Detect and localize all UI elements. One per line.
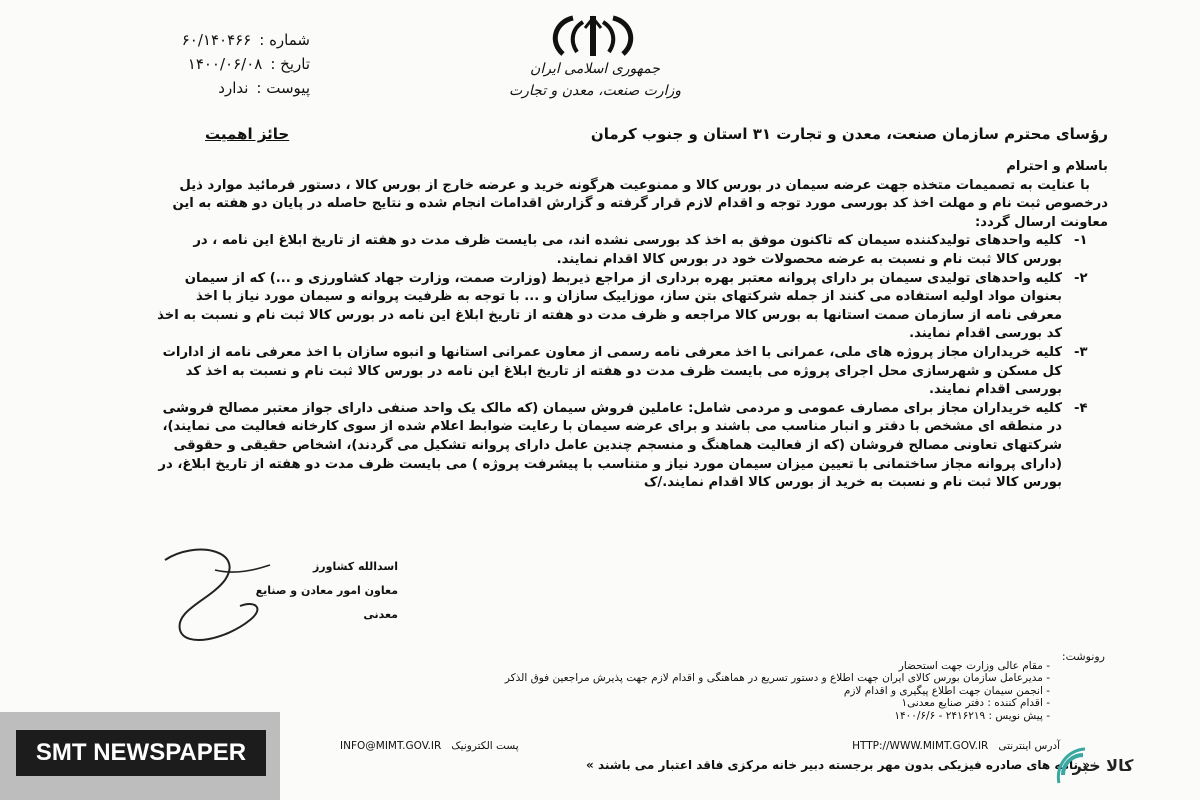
cc-line: - مقام عالی وزارت جهت استحضار [898,660,1050,672]
greeting: باسلام و احترام [1006,159,1108,174]
item-text: کلیه خریداران مجاز برای مصارف عمومی و مردمی شامل: عاملین فروش سیمان (که مالک یک واحد صنفی دارای جواز معتبر مصالح فروشی در منطقه ای مشخص با دفتر و انبار مناسب می باشند و برای عرضه سیمان با رعایت ضوابط اعلام شده از سوی کارخانه فعالیت می نمایند)، شرکتهای تعاونی مصالح فروشان (که از فعالیت هماهنگ و منسجم چندین عامل دارای پروانه تشکیل می گردند)، اشخاص حقیقی و حقوقی (دارای پروانه مجاز ساختمانی با تعیین میزان سیمان مورد نیاز و متناسب با پیشرفت پروژه ) می بایست ظرف مدت دو هفته از تاریخ ابلاغ، در بورس کالا ثبت نام و نسبت به خرید از بورس کالا اقدام نمایند./ک [158,400,1062,491]
signer-name: اسدالله کشاورز [312,560,398,573]
date-value: ۱۴۰۰/۰۶/۰۸ [187,55,263,73]
priority-label: حائز اهمیت [205,125,290,143]
item-text: کلیه واحدهای تولیدکننده سیمان که تاکنون موفق به اخذ کد بورسی نشده اند، می بایست ظرف مدت دو هفته از تاریخ ابلاغ این نامه ، در بورس کالا ثبت نام و نسبت به عرضه محصولات خود در بورس کالا اقدام نمایند. [193,233,1062,267]
logo-text: کالا خبر [1072,756,1134,775]
attachment-value: ندارد [218,79,249,97]
iran-emblem-icon [545,14,641,58]
cc-line: - انجمن سیمان جهت اطلاع پیگیری و اقدام لازم [843,684,1050,697]
footer-website: HTTP://WWW.MIMT.GOV.IR آدرس اینترنتی [852,740,1060,752]
date-label: تاریخ : [270,55,310,73]
watermark-label: SMT NEWSPAPER [16,730,266,776]
number-label: شماره : [259,31,310,49]
ministry-name: وزارت صنعت، معدن و تجارت [508,83,682,99]
item-text: کلیه خریداران مجاز پروژه های ملی، عمرانی با اخذ معرفی نامه رسمی از معاون عمرانی استانها و انبوه سازان با اخذ معرفی نامه از ادارات کل مسکن و شهرسازی محل اجرای پروژه می بایست ظرف مدت دو هفته از تاریخ ابلاغ این نامه در بورس کالا ثبت نام و نسبت به اخذ کد بورسی اقدام نمایند. [162,344,1062,398]
recipient: رؤسای محترم سازمان صنعت، معدن و تجارت ۳۱ استان و جنوب کرمان [590,125,1108,143]
republic-name: جمهوری اسلامی ایران [530,61,660,77]
cc-line: - پیش نویس : ۲۴۱۶۲۱۹ - ۱۴۰۰/۶/۶ [894,709,1050,722]
list-item [150,270,1108,344]
item-text: کلیه واحدهای تولیدی سیمان بر دارای پروانه معتبر بهره برداری از مراجع ذیربط (وزارت صمت، وزارت جهاد کشاورزی و ...) که از سیمان بعنوان مواد اولیه استفاده می کنند از جمله شرکتهای بتن ساز، موزاییک سازان و ... با توجه به ظرفیت پروانه و سیمان مورد نیاز با اخذ معرفی نامه از سازمان صمت استانها به بورس کالا مراجعه و ظرف مدت دو هفته از تاریخ ابلاغ این نامه در بورس کالا ثبت نام و نسبت به اخذ کد بورسی اقدام نمایند. [157,270,1062,342]
cc-label: رونوشت: [1061,650,1105,663]
letterhead [470,58,720,102]
item-number: ۲- [1074,270,1088,286]
list-item [150,400,1108,493]
footer-note: « نامه های صادره فیزیکی بدون مهر برجسته دبیر خانه مرکزی فاقد اعتبار می باشند » [586,758,1090,772]
item-number: ۱- [1074,233,1088,249]
list-item [150,232,1108,269]
letter-body [150,158,1108,493]
footer-contacts [340,740,1060,752]
item-number: ۴- [1074,400,1088,416]
cc-list [260,660,1050,722]
list-item [150,344,1108,400]
signer-block [248,555,398,627]
kala-khabar-logo-icon [1055,745,1145,797]
footer-email: INFO@MIMT.GOV.IR پست الکترونیک [340,740,519,752]
intro-paragraph: با عنایت به تصمیمات متخذه جهت عرضه سیمان در بورس کالا و ممنوعیت هرگونه خرید و عرضه خارج از بورس کالا ، دستور فرمائید موارد ذیل درخصوص ثبت نام و مهلت اخذ کد بورسی مورد توجه و اقدام لازم قرار گرفته و گزارش اقدامات انجام شده و نتایج حاصله در پایان دو هفته به این معاونت ارسال گردد: [172,177,1108,230]
signer-title: معاون امور معادن و صنایع معدنی [255,584,398,621]
cc-line: - مدیرعامل سازمان بورس کالای ایران جهت اطلاع و دستور تسریع در هماهنگی و اقدام لازم جهت پذیرش مراجعین فوق الذکر [504,672,1050,685]
letter-meta [60,28,310,100]
number-value: ۶۰/۱۴۰۴۶۶ [181,31,252,49]
attachment-label: پیوست : [256,79,310,97]
cc-line: - اقدام کننده : دفتر صنایع معدنی۱ [901,697,1050,710]
item-number: ۳- [1074,344,1088,360]
